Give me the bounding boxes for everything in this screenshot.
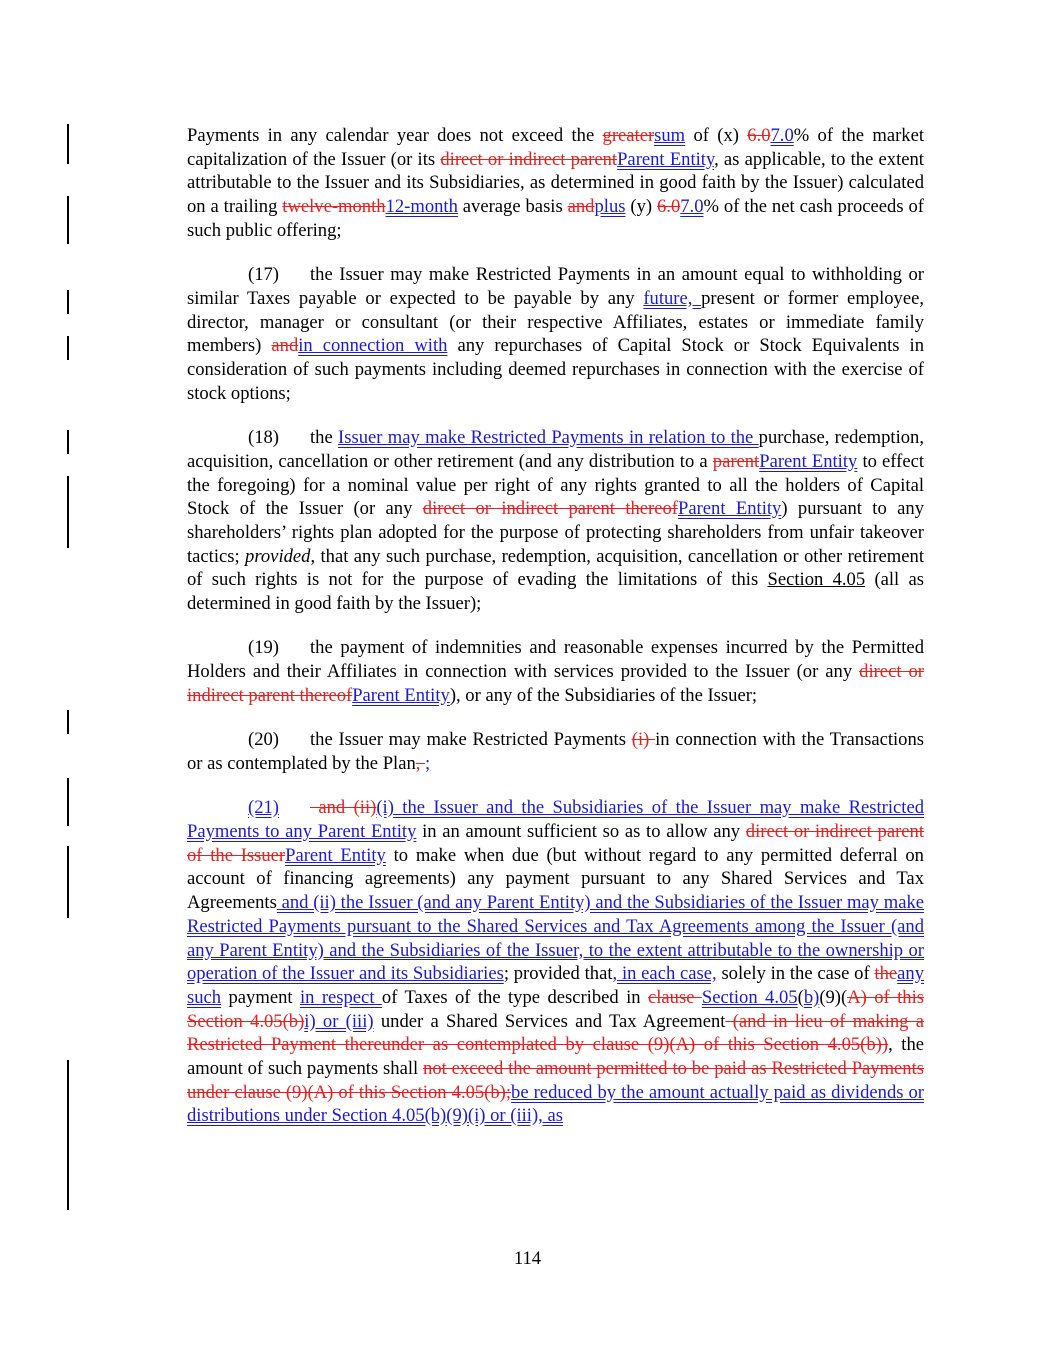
clause-number: (21) [248,797,279,819]
inserted-text: in connection with [298,335,448,357]
inserted-text: plus [594,196,626,218]
inserted-text: and (ii) the Issuer (and any Parent Entity) and the Subsidiaries of the Issuer may make Restricted Payments pursuant to the Shared Services and Tax Agreements among the Issuer (and any Parent Entity) and the Subsidiaries of the Issuer, to the extent attributable to the ownership or operation of the Issuer and its Subsidiaries [187,892,924,985]
inserted-text: (i) the Issuer and the Subsidiaries of the Issuer may make Restricted Payments to any Parent Entity [187,797,924,843]
deleted-text: parent [712,450,760,472]
inserted-text: Section 4.05 [701,986,798,1008]
change-bar [67,430,69,454]
inserted-text: 12-month [385,196,458,218]
clause-number: (17) [248,264,279,286]
text: % of the market capitalization of the Issuer (or its [187,125,924,170]
paragraph-18 [187,426,924,616]
text: average basis [457,196,568,218]
text: purchase, redemption, acquisition, cancellation or other retirement (and any distribution to a [187,427,925,472]
text: (9)( [819,986,848,1008]
text: (y) [625,196,657,218]
inserted-text: sum [654,125,686,146]
text: solely in the case of [716,963,875,985]
deleted-text: not exceed the amount permitted to be paid as Restricted Payments under clause (9)(A) of this Section 4.05(b); [187,1058,924,1103]
paragraph-17 [187,263,924,405]
inserted-text: Parent Entity [678,498,782,520]
clause-number: (18) [248,427,279,449]
inserted-text: future, [643,287,702,309]
change-bar [67,778,69,826]
change-bar [67,476,69,548]
change-bar [67,1060,69,1210]
deleted-text: 6.0 [747,125,771,146]
deleted-text: , [415,752,426,774]
text: any repurchases of Capital Stock or Stock Equivalents in consideration of such payments including deemed repurchases in connection with the exercise of stock options; [187,335,924,404]
deleted-text: (i) [631,729,656,751]
deleted-text: direct or indirect parent [440,148,618,170]
inserted-text: Parent Entity [285,844,386,866]
inserted-text: Parent Entity [617,148,715,170]
change-bar [67,710,69,734]
inserted-text: 7.0 [770,125,794,146]
deleted-text: direct or indirect parent thereof [422,498,678,520]
inserted-text: 7.0 [680,196,704,218]
text: ), or any of the Subsidiaries of the Issuer; [449,684,758,706]
inserted-text: , in each case, [612,963,717,985]
paragraph-19 [187,636,924,707]
document-page [187,124,924,1149]
deleted-text: and [271,335,299,357]
deleted-text: the [874,963,898,985]
paragraph-16-continued [187,124,924,243]
text: (all as determined in good faith by the Issuer); [187,569,925,615]
text: the [310,427,339,449]
deleted-text: clause [648,986,702,1008]
paragraph-21 [187,796,924,1128]
inserted-text: b) [803,986,820,1008]
text: of (x) [685,125,748,146]
text: the Issuer may make Restricted Payments [310,729,632,751]
paragraph-20 [187,728,924,775]
inserted-text: Parent Entity [759,450,858,472]
deleted-text: and (ii) [310,797,377,819]
deleted-text: twelve-month [282,196,386,218]
deleted-text: direct or indirect parent thereof [187,661,924,706]
change-bar [67,124,69,164]
deleted-text: A) of this Section 4.05(b) [187,986,924,1032]
text: to make when due (but without regard to any permitted deferral on account of financing agreements) any payment pursuant to any Shared Services and Tax Agreements [187,844,924,914]
section-reference: Section 4.05 [767,569,866,591]
text: the payment of indemnities and reasonable expenses incurred by the Permitted Holders and their Affiliates in connection with services provided to the Issuer (or any [187,637,924,683]
text: Payments in any calendar year does not exceed the [187,125,603,146]
inserted-text: in respect [299,986,382,1008]
emphasis-text: provided [245,545,311,567]
text: % of the net cash proceeds of such public offering; [187,196,924,241]
deleted-text: and [567,196,595,218]
change-bar [67,290,69,314]
inserted-text: Parent Entity [352,684,450,706]
text: ; provided that [503,963,613,985]
deleted-text: direct or indirect parent of the Issuer [187,821,924,866]
clause-number: (20) [248,729,279,751]
change-bar [67,196,69,244]
text: in an amount sufficient so as to allow any [416,821,746,843]
inserted-text: Issuer may make Restricted Payments in relation to the [338,427,759,449]
page-number: 114 [513,1248,542,1269]
text: present or former employee, director, manager or consultant (or their respective Affiliates, estates or immediate family members) [187,287,924,357]
text: payment [221,986,300,1008]
text: the Issuer may make Restricted Payments in an amount equal to withholding or similar Taxes payable or expected to be payable by any [187,264,924,309]
clause-number: (19) [248,637,279,659]
deleted-text: (and in lieu of making a Restricted Payment thereunder as contemplated by clause (9)(A) of this Section 4.05(b)) [187,1010,925,1056]
change-bar [67,846,69,918]
text: ) pursuant to any shareholders’ rights plan adopted for the purpose of protecting shareholders from unfair takeover tactics; [187,498,924,567]
text: , the amount of such payments shall [187,1034,925,1080]
text: in connection with the Transactions or as contemplated by the Plan [187,729,924,774]
inserted-text: i) or (iii) [304,1010,374,1032]
deleted-text: 6.0 [657,196,681,218]
text: , as applicable, to the extent attributable to the Issuer and its Subsidiaries, as determined in good faith by the Issuer) calculated on a trailing [187,148,924,218]
text: , that any such purchase, redemption, acquisition, cancellation or other retirement of such rights is not for the purpose of evading the limitations of this [187,545,924,591]
text: of Taxes of the type described in [381,986,648,1008]
change-bar [67,336,69,360]
inserted-text: ; [425,752,431,774]
inserted-text: any such [187,963,924,1008]
text: to effect the foregoing) for a nominal value per right of any rights granted to all the holders of Capital Stock of the Issuer (or any [187,450,924,520]
text: under a Shared Services and Tax Agreement [373,1010,726,1032]
text: ( [797,986,804,1008]
inserted-text: be reduced by the amount actually paid as dividends or distributions under Section 4.05(b)(9)(i) or (iii), as [187,1081,924,1127]
deleted-text: greater [602,125,655,146]
